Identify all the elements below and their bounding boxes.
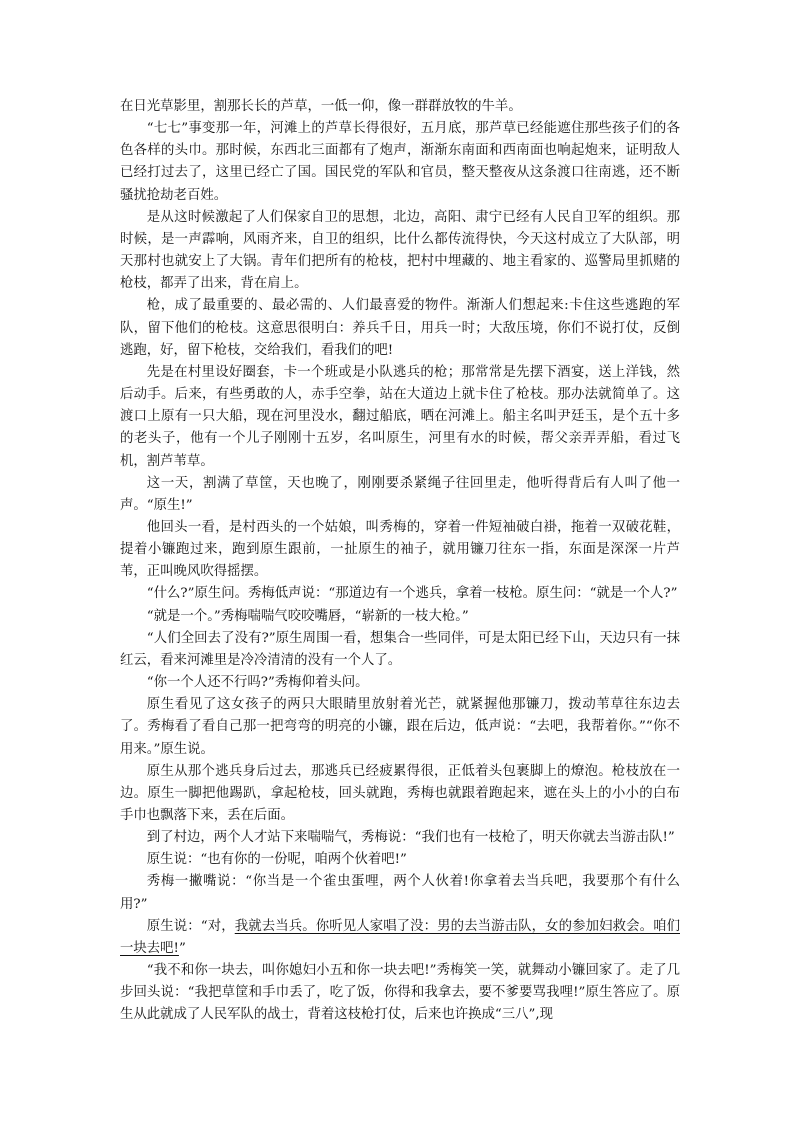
paragraph-5: 先是在村里设好圈套，卡一个班或是小队逃兵的枪；那常常是先摆下酒宴，送上洋钱，然后动手。后来，有些勇敢的人，赤手空拳，站在大道边上就卡住了枪枝。那办法就简单了。这渡口上原有一只大船，现在河里没水，翻过船底，晒在河滩上。船主名叫尹廷玉，是个五十多的老头子，他有一个儿子刚刚十五岁，名叫原生，河里有水的时候，帮父亲弄弄船，看过飞机，割芦苇草。: [120, 364, 680, 469]
paragraph-11: “你一个人还不行吗?”秀梅仰着头问。: [146, 675, 369, 691]
paragraph-18: “我不和你一块去，叫你媳妇小五和你一块去吧!”秀梅笑一笑，就舞动小镰回家了。走了几步回头说：“我把草筐和手巾丢了，吃了饭，你得和我拿去，要不爹要骂我哩!”原生答应了。原生从此就成了人民军队的战士，背着这枝枪打仗，后来也许换成“三八”,现: [120, 963, 680, 1023]
paragraph-6: 这一天，割满了草筐，天也晚了，刚刚要杀紧绳子往回里走，他听得背后有人叫了他一声。“原生!”: [120, 475, 680, 513]
paragraph-16: 秀梅一撇嘴说：“你当是一个雀虫蛋哩，两个人伙着!你拿着去当兵吧，我要那个有什么用?”: [120, 874, 680, 912]
underlined-passage: 我就去当兵。你听见人家唱了没：男的去当游击队，女的参加妇救会。咱们一块去吧!: [120, 918, 680, 956]
document-page: [120, 96, 680, 1027]
paragraph-17-lead: 原生说：“对，: [146, 918, 235, 934]
paragraph-10: “人们全回去了没有?”原生周围一看，想集合一些同伴，可是太阳已经下山，天边只有一抹红云，看来河滩里是冷冷清清的没有一个人了。: [120, 630, 680, 668]
paragraph-9: “就是一个。”秀梅喘喘气咬咬嘴唇，“崭新的一枝大枪。”: [146, 608, 469, 624]
paragraph-2: “七七”事变那一年，河滩上的芦草长得很好，五月底，那芦草已经能遮住那些孩子们的各色各样的头巾。那时候，东西北三面都有了炮声，渐渐东南面和西南面也响起炮来，证明敌人已经打过去了，这里已经亡了国。国民党的军队和官员，整天整夜从这条渡口往南逃，还不断骚扰抢劫老百姓。: [120, 121, 680, 203]
paragraph-13: 原生从那个逃兵身后过去，那逃兵已经疲累得很，正低着头包裹脚上的燎泡。枪枝放在一边。原生一脚把他踢趴，拿起枪枝，回头就跑，秀梅也就跟着跑起来，遮在头上的小小的白布手巾也飘落下来，丢在后面。: [120, 763, 680, 823]
paragraph-7: 他回头一看，是村西头的一个姑娘，叫秀梅的，穿着一件短袖破白褂，拖着一双破花鞋，提着小镰跑过来，跑到原生跟前，一扯原生的袖子，就用镰刀往东一指，东面是深深一片芦苇，正叫晚风吹得摇摆。: [120, 519, 680, 580]
paragraph-12: 原生看见了这女孩子的两只大眼睛里放射着光芒，就紧握他那镰刀，拨动苇草往东边去了。秀梅看了看自己那一把弯弯的明亮的小镰，跟在后边，低声说：“去吧，我帮着你。”“你不用来。”原生说。: [120, 697, 680, 757]
paragraph-17: [120, 916, 680, 960]
paragraph-17-tail: ”: [178, 940, 186, 956]
paragraph-8: “什么?”原生问。秀梅低声说：“那道边有一个逃兵，拿着一枝枪。原生问：“就是一个人?”: [146, 586, 678, 602]
paragraph-14: 到了村边，两个人才站下来喘喘气，秀梅说：“我们也有一枝枪了，明天你就去当游击队!”: [146, 830, 675, 846]
paragraph-1: 在日光草影里，割那长长的芦草，一低一仰，像一群群放牧的牛羊。: [120, 99, 522, 114]
paragraph-3: 是从这时候激起了人们保家自卫的思想，北边，高阳、肃宁已经有人民自卫军的组织。那时候，是一声霹响，风雨齐来，自卫的组织，比什么都传流得快，今天这村成立了大队部，明天那村也就安上了大锅。青年们把所有的枪枝，把村中埋藏的、地主看家的、巡警局里抓赌的枪枝，都弄了出来，背在肩上。: [120, 209, 680, 292]
paragraph-15: 原生说：“也有你的一份呢，咱两个伙着吧!”: [146, 852, 407, 868]
paragraph-4: 枪，成了最重要的、最必需的、人们最喜爱的物件。渐渐人们想起来:卡住这些逃跑的军队，留下他们的枪枝。这意思很明白：养兵千日，用兵一时；大敌压境，你们不说打仗，反倒逃跑，好，留下枪枝，交给我们，看我们的吧!: [120, 298, 680, 358]
